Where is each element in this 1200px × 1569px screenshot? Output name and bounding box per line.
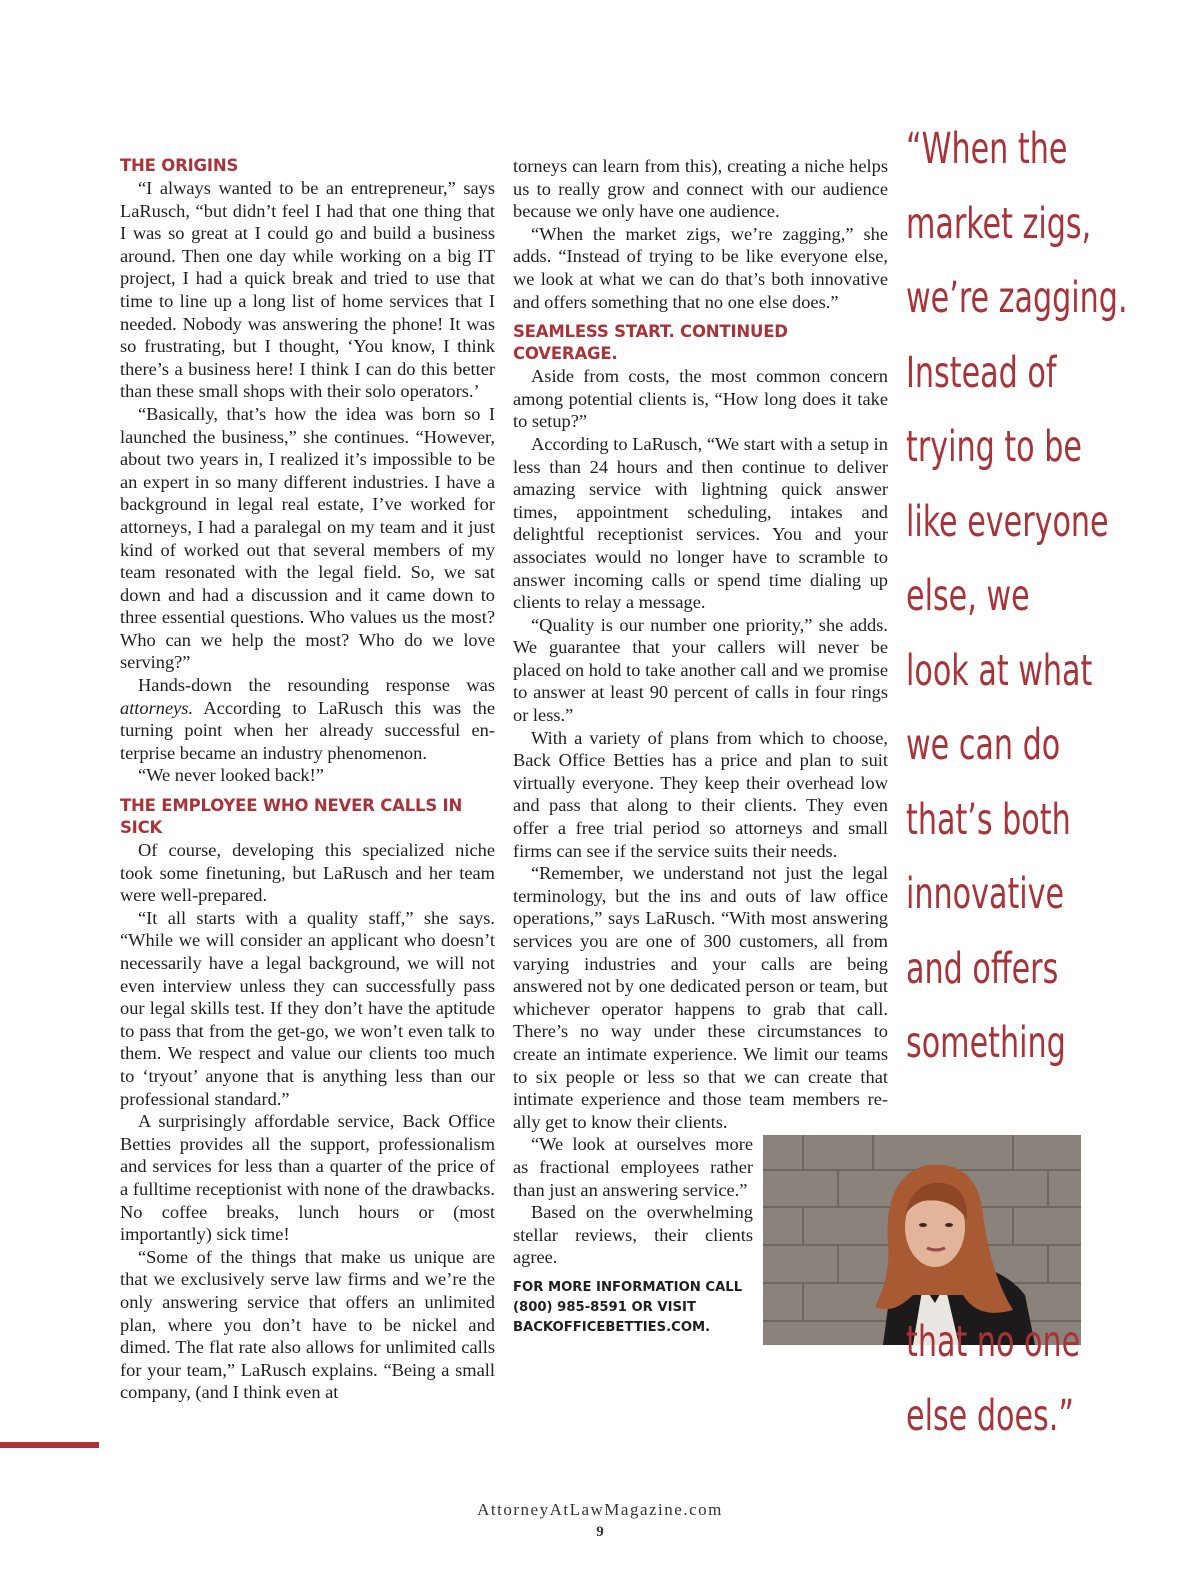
pull-quote-line: else, we <box>906 571 1030 621</box>
paragraph: “I always wanted to be an entrepreneur,” says LaRusch, “but didn’t feel I had that one thing that I was so great at I could go and build a business around. Then one day while working on a big IT project, I had a quick break and tried to use that time to line up a long list of home services that I needed. Nobody was answering the phone! It was so frustrating, but I thought, ‘You know, I think there’s a business here! I think I can do this better than these small shops with their solo operators.’ <box>120 178 495 402</box>
paragraph: “Remember, we understand not just the legal terminology, but the ins and outs of law office operations,” says LaRusch. “With most answering services you are one of 300 customers, all from varying industries and your calls are being answered not by one dedicated person or team, but whichever operator happens to grab that call. There’s no way under these circumstances to create an intimate experience. We limit our teams to six people or less so that we can create that intimate experience and those team members really get to know their clients. <box>513 863 888 1132</box>
pull-quote-line: and offers <box>906 943 1059 994</box>
article-column-right <box>513 155 888 1353</box>
pull-quote-line: like everyone <box>906 496 1109 547</box>
paragraph: “We look at ourselves more as fractional employees rather than just an answering service.” <box>513 1134 753 1200</box>
paragraph: “Quality is our number one priority,” she adds. We guarantee that your callers will never be placed on hold to take another call and we promise to answer at least 90 percent of calls in four rings or less.” <box>513 614 888 726</box>
paragraph: A surprisingly affordable service, Back Office Betties provides all the support, professionalism and services for less than a quarter of the price of a fulltime receptionist with none of the drawbacks. No coffee breaks, lunch hours or (most importantly) sick time! <box>120 1111 495 1245</box>
footer-website: AttorneyAtLawMagazine.com <box>477 1500 723 1519</box>
paragraph: torneys can learn from this), creating a niche helps us to really grow and connect with our audience because we only have one audience. <box>513 156 888 222</box>
paragraph: “Some of the things that make us unique are that we exclusively serve law firms and we’re the only answering service that offers an unlimited plan, where you don’t have to be nickel and dimed. The flat rate also allows for unlimited calls for your team,” LaRusch explains. “Being a small company, (and I think even at <box>120 1246 495 1403</box>
paragraph: “Basically, that’s how the idea was born so I launched the business,” she continues. “However, about two years in, I realized it’s impossible to be an expert in so many different industries. I have a background in legal real estate, I’ve worked for attorneys, I had a paralegal on my team and it just kind of worked out that several members of my team resonated with the legal field. So, we sat down and had a discussion and it came down to three essential questions. Who values us the most? Who can we help the most? Who do we love serving?” <box>120 403 495 673</box>
pull-quote-line: innovative <box>906 869 1065 919</box>
page-number: 9 <box>596 1524 604 1540</box>
paragraph: “We never looked back!” <box>138 765 324 786</box>
pull-quote-line: else does.” <box>906 1391 1074 1441</box>
pull-quote-line: trying to be <box>906 422 1082 472</box>
pull-quote-line: that no one <box>906 1316 1081 1367</box>
accent-rule <box>0 1442 99 1448</box>
paragraph: According to LaRusch, “We start with a setup in less than 24 hours and then continue to deliver amazing service with lightning quick answer times, appointment scheduling, intakes and delightful receptionist services. You and your associates would no longer have to scramble to answer incoming calls or spend time dialing up clients to relay a message. <box>513 433 888 613</box>
pull-quote-line: that’s both <box>906 794 1071 845</box>
pull-quote-line: “When the <box>906 124 1068 174</box>
pull-quote-line: Instead of <box>906 347 1057 398</box>
pull-quote-line: market zigs, <box>906 198 1092 249</box>
call-to-action: FOR MORE INFORMATION CALL (800) 985-8591 OR VISIT BACKOFFICEBETTIES.COM. <box>513 1279 743 1335</box>
pull-quote-line: we can do <box>906 720 1061 770</box>
pull-quote-line: we’re zagging. <box>906 273 1128 323</box>
pull-quote-photo-gap <box>906 1081 1117 1305</box>
pull-quote-line: look at what <box>906 645 1093 696</box>
paragraph: Hands-down the resounding response was attorneys. According to LaRusch this was the turning point when her already successful enterprise became an industry phenomenon. <box>120 675 495 763</box>
heading-employee-never-sick: THE EMPLOYEE WHO NEVER CALLS IN SICK <box>120 796 463 838</box>
page-footer <box>0 1500 1200 1541</box>
article-column-left <box>120 155 495 1404</box>
paragraph: “When the market zigs, we’re zagging,” she adds. “Instead of trying to be like everyone else, we look at what we can do that’s both innovative and offers something that no one else does.” <box>513 223 888 312</box>
paragraph: “It all starts with a quality staff,” she says. “While we will consider an applicant who doesn’t necessarily have a legal background, we will not even interview unless they can successfully pass our legal skills test. If they don’t have the aptitude to pass that from the get-go, we won’t even talk to them. We respect and value our clients too much to ‘tryout’ anyone that is anything less than our professional standard.” <box>120 907 495 1109</box>
pull-quote <box>906 112 1128 1454</box>
paragraph: Aside from costs, the most common concern among potential clients is, “How long does it take to setup?” <box>513 366 888 432</box>
paragraph: Of course, developing this specialized niche took some finetuning, but LaRusch and her team were well-prepared. <box>120 840 495 906</box>
heading-the-origins: THE ORIGINS <box>120 156 239 175</box>
paragraph: With a variety of plans from which to choose, Back Office Betties has a price and plan to suit virtually everyone. They keep their overhead low and pass that along to their clients. They even offer a free trial period so attorneys and small firms can see if the service suits their needs. <box>513 727 888 861</box>
pull-quote-line: something <box>906 1018 1066 1068</box>
heading-seamless-start: SEAMLESS START. CONTINUED COVERAGE. <box>513 322 788 364</box>
paragraph: Based on the overwhelming stellar reviews, their clients agree. <box>513 1202 753 1268</box>
